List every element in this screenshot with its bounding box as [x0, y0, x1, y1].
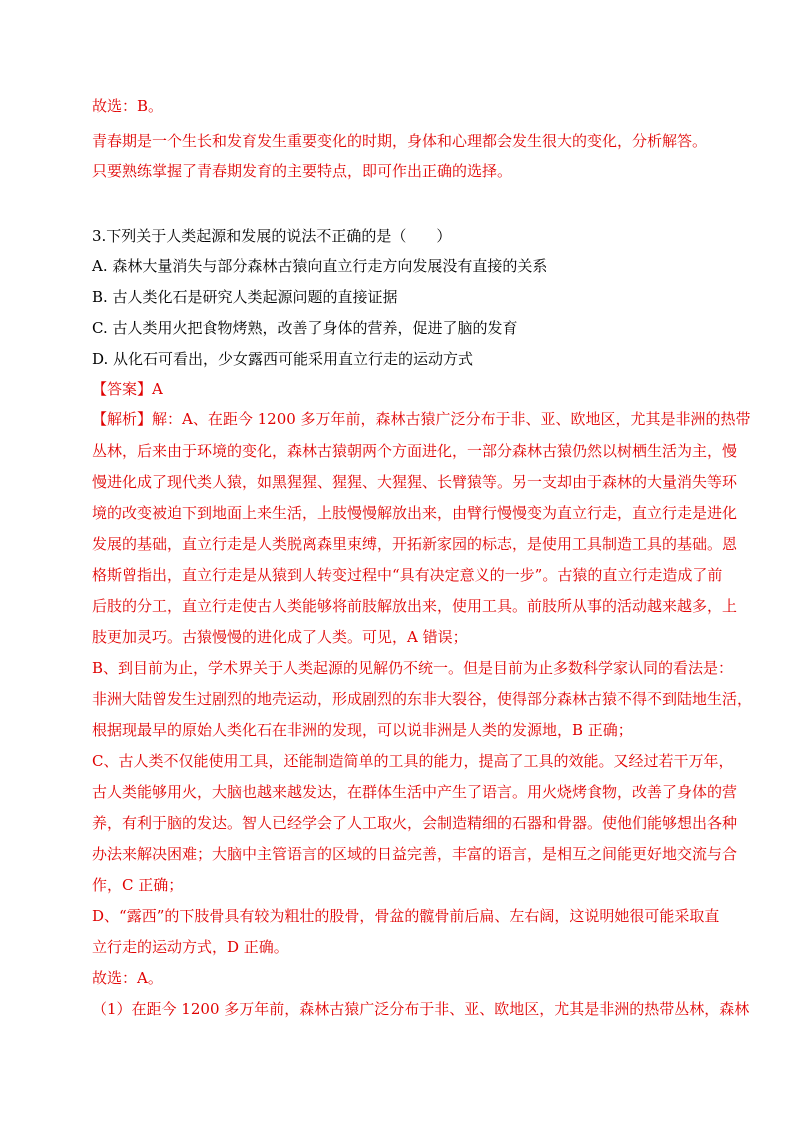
- explanation-line: 境的改变被迫下到地面上来生活，上肢慢慢解放出来，由臂行慢慢变为直立行走，直立行走是进化: [92, 504, 738, 522]
- explanation-line: B、到目前为止，学术界关于人类起源的见解仍不统一。但是目前为止多数科学家认同的看法是：: [92, 659, 734, 677]
- note-line: （1）在距今 1200 多万年前，森林古猿广泛分布于非、亚、欧地区，尤其是非洲的热带丛林，森林: [92, 1000, 750, 1018]
- explanation-line: 根据现最早的原始人类化石在非洲的发现，可以说非洲是人类的发源地，B 正确；: [92, 721, 633, 739]
- option-a: A. 森林大量消失与部分森林古猿向直立行走方向发展没有直接的关系: [92, 257, 548, 275]
- explanation-line: 肢更加灵巧。古猿慢慢的进化成了人类。可见，A 错误；: [92, 628, 468, 646]
- question-stem: 3.下列关于人类起源和发展的说法不正确的是（ ）: [92, 227, 452, 245]
- prev-choice: 故选：B。: [92, 97, 164, 115]
- explanation-line: 立行走的运动方式，D 正确。: [92, 938, 289, 956]
- explanation-line: C、古人类不仅能使用工具，还能制造简单的工具的能力，提高了工具的效能。又经过若干万年，: [92, 752, 734, 770]
- explanation-line: 办法来解决困难；大脑中主管语言的区域的日益完善，丰富的语言，是相互之间能更好地交流与合: [92, 845, 738, 863]
- explanation-line: 格斯曾指出，直立行走是从猿到人转变过程中“具有决定意义的一步”。古猿的直立行走造成了前: [92, 566, 723, 584]
- prev-comment: 只要熟练掌握了青春期发育的主要特点，即可作出正确的选择。: [92, 162, 513, 180]
- explanation-line: 丛林，后来由于环境的变化，森林古猿朝两个方面进化，一部分森林古猿仍然以树栖生活为主，慢: [92, 442, 738, 460]
- option-d: D. 从化石可看出，少女露西可能采用直立行走的运动方式: [92, 350, 474, 368]
- option-b: B. 古人类化石是研究人类起源问题的直接证据: [92, 288, 398, 306]
- explanation-line: 古人类能够用火，大脑也越来越发达，在群体生活中产生了语言。用火烧烤食物，改善了身体的营: [92, 783, 738, 801]
- explanation-line: 非洲大陆曾发生过剧烈的地壳运动，形成剧烈的东非大裂谷，使得部分森林古猿不得不到陆地生活，: [92, 690, 753, 708]
- option-c: C. 古人类用火把食物烤熟，改善了身体的营养，促进了脑的发育: [92, 319, 518, 337]
- final-choice: 故选：A。: [92, 969, 163, 987]
- explanation-line: 后肢的分工，直立行走使古人类能够将前肢解放出来，使用工具。前肢所从事的活动越来越多，上: [92, 597, 738, 615]
- answer-label: 【答案】A: [92, 380, 163, 398]
- explanation-line: 【解析】解：A、在距今 1200 多万年前，森林古猿广泛分布于非、亚、欧地区，尤其是非洲的热带: [92, 410, 751, 428]
- explanation-line: D、“露西”的下肢骨具有较为粗壮的股骨，骨盆的髋骨前后扁、左右阔，这说明她很可能采取直: [92, 907, 720, 925]
- prev-analysis: 青春期是一个生长和发育发生重要变化的时期，身体和心理都会发生很大的变化，分析解答。: [92, 132, 708, 150]
- explanation-line: 发展的基础，直立行走是人类脱离森里束缚，开拓新家园的标志，是使用工具制造工具的基础。恩: [92, 535, 738, 553]
- explanation-line: 作，C 正确；: [92, 876, 184, 894]
- explanation-line: 养，有利于脑的发达。智人已经学会了人工取火，会制造精细的石器和骨器。使他们能够想出各种: [92, 814, 738, 832]
- explanation-line: 慢进化成了现代类人猿，如黑猩猩、猩猩、大猩猩、长臂猿等。另一支却由于森林的大量消失等环: [92, 473, 738, 491]
